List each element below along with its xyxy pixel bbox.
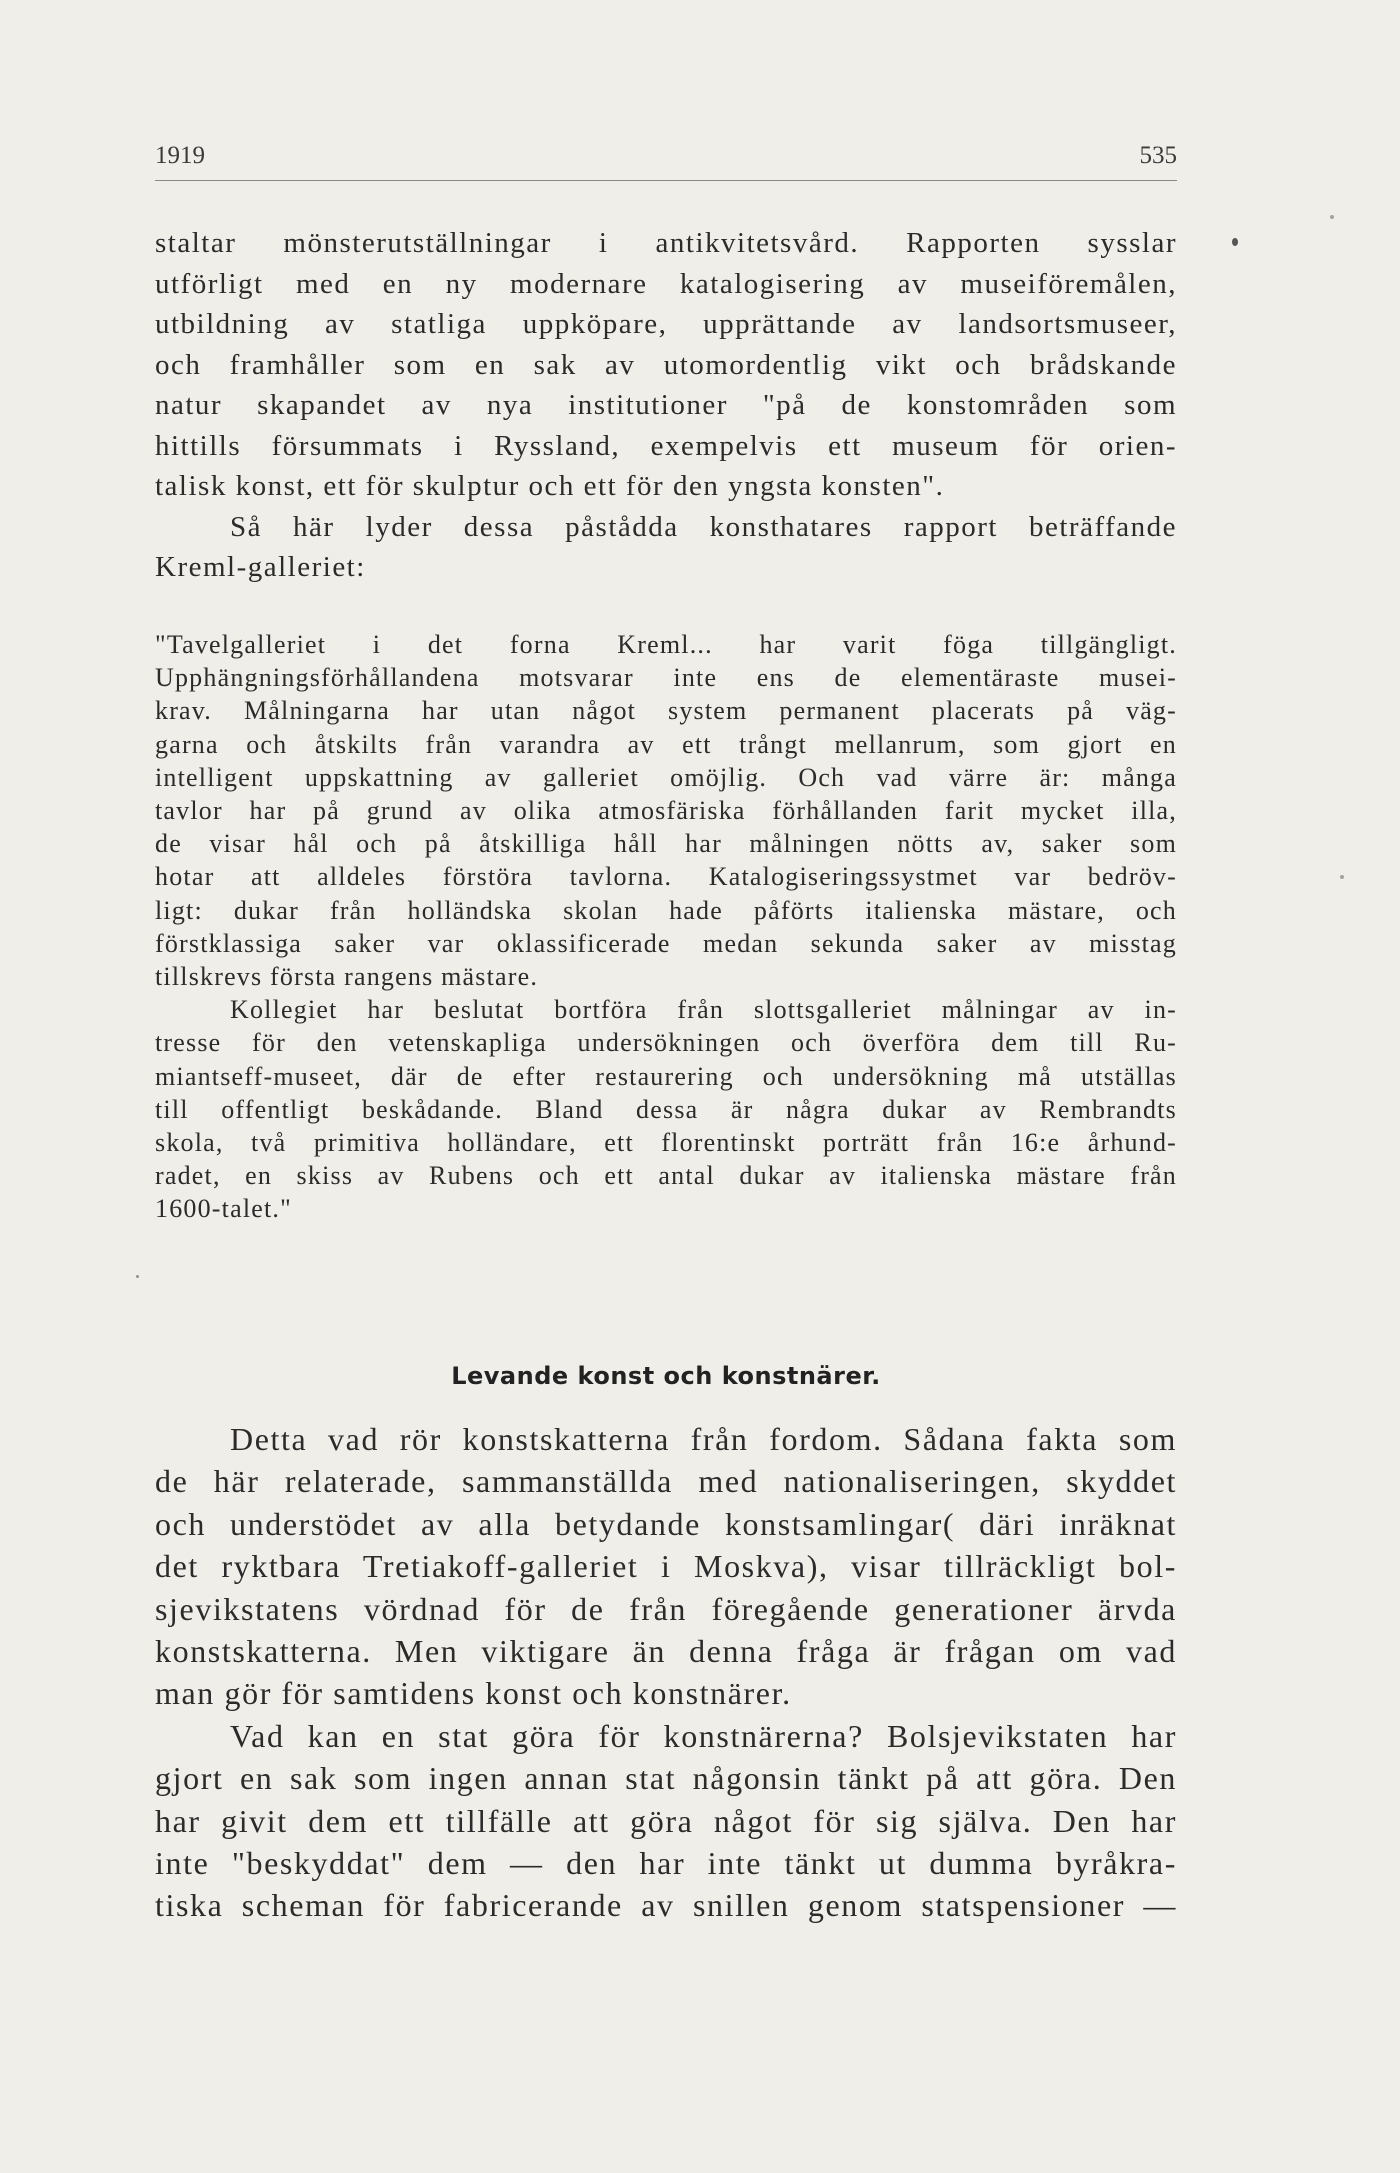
paper-speck — [1232, 238, 1238, 246]
quote-line: "Tavelgalleriet i det forna Kreml... har varit föga tillgängligt. — [155, 630, 1177, 659]
text-line: utförligt med en ny modernare katalogisering av museiföremålen, — [155, 267, 1177, 300]
header-year: 1919 — [155, 142, 205, 169]
text-line: och framhåller som en sak av utomordentlig vikt och brådskande — [155, 348, 1177, 381]
quote-line: miantseff-museet, där de efter restaurering och undersökning må utställas — [155, 1061, 1177, 1091]
text-line: utbildning av statliga uppköpare, upprättande av landsortsmuseer, — [155, 308, 1177, 340]
quote-line: förstklassiga saker var oklassificerade medan sekunda saker av misstag — [155, 928, 1177, 958]
quote-line: de visar hål och på åtskilliga håll har målningen nötts av, saker som — [155, 829, 1177, 859]
paper-speck — [1330, 215, 1334, 219]
page-number: 535 — [1139, 142, 1177, 169]
quote-line: radet, en skiss av Rubens och ett antal dukar av italienska mästare från — [155, 1161, 1177, 1191]
text-line: gjort en sak som ingen annan stat någonsin tänkt på att göra. Den — [155, 1760, 1177, 1797]
quoted-report — [155, 628, 1177, 1226]
quote-line: intelligent uppskattning av galleriet omöjlig. Och vad värre är: många — [155, 762, 1177, 792]
quote-line: Kollegiet har beslutat bortföra från slottsgalleriet målningar av in- — [230, 995, 1177, 1025]
section-heading: Levande konst och konstnärer. — [451, 1362, 881, 1390]
paper-speck — [136, 1275, 139, 1278]
quote-line: hotar att alldeles förstöra tavlorna. Katalogiseringssystmet var bedröv- — [155, 862, 1177, 892]
text-line: tiska scheman för fabricerande av snillen genom statspensioner — — [155, 1887, 1177, 1924]
paper-speck — [1340, 875, 1344, 879]
text-line: hittills försummats i Ryssland, exempelvis ett museum för orien- — [155, 429, 1177, 462]
text-line: natur skapandet av nya institutioner "på de konstområden som — [155, 389, 1177, 421]
quote-line: garna och åtskilts från varandra av ett trångt mellanrum, som gjort en — [155, 729, 1177, 759]
quote-line: krav. Målningarna har utan något system permanent placerats på väg- — [155, 696, 1177, 726]
text-line: staltar mönsterutställningar i antikvitetsvård. Rapporten sysslar — [155, 227, 1177, 259]
quote-line: skola, två primitiva holländare, ett florentinskt porträtt från 16:e århund- — [155, 1128, 1177, 1158]
body-paragraph-1 — [155, 223, 1177, 588]
text-line: Detta vad rör konstskatterna från fordom. Sådana fakta som — [230, 1421, 1177, 1457]
header-rule — [155, 180, 1177, 181]
text-line: Kreml-galleriet: — [155, 551, 366, 583]
text-line: och understödet av alla betydande konstsamlingar( däri inräknat — [155, 1505, 1177, 1542]
body-paragraph-2 — [155, 1418, 1177, 1927]
text-line: konstskatterna. Men viktigare än denna fråga är frågan om vad — [155, 1633, 1177, 1670]
quote-line: Upphängningsförhållandena motsvarar inte ens de elementäraste musei- — [155, 663, 1177, 693]
quote-line: till offentligt beskådande. Bland dessa är några dukar av Rembrandts — [155, 1094, 1177, 1124]
text-line: det ryktbara Tretiakoff-galleriet i Moskva), visar tillräckligt bol- — [155, 1548, 1177, 1585]
text-line: Så här lyder dessa påstådda konsthatares rapport beträffande — [230, 510, 1177, 543]
quote-line: tavlor har på grund av olika atmosfäriska förhållanden farit mycket illa, — [155, 796, 1177, 826]
text-line: inte "beskyddat" dem — den har inte tänkt ut dumma byråkra- — [155, 1845, 1177, 1882]
text-line: man gör för samtidens konst och konstnärer. — [155, 1675, 792, 1712]
quote-line: tillskrevs första rangens mästare. — [155, 962, 539, 992]
text-line: talisk konst, ett för skulptur och ett för den yngsta konsten". — [155, 470, 945, 502]
quote-line: tresse för den vetenskapliga undersökningen och överföra dem till Ru- — [155, 1028, 1177, 1058]
quote-line: 1600-talet." — [155, 1194, 292, 1224]
text-line: sjevikstatens vördnad för de från föregående generationer ärvda — [155, 1590, 1177, 1627]
text-line: de här relaterade, sammanställda med nationaliseringen, skyddet — [155, 1463, 1177, 1500]
text-line: har givit dem ett tillfälle att göra något för sig själva. Den har — [155, 1802, 1177, 1839]
text-line: Vad kan en stat göra för konstnärerna? Bolsjevikstaten har — [230, 1717, 1177, 1754]
quote-line: ligt: dukar från holländska skolan hade påförts italienska mästare, och — [155, 895, 1177, 925]
